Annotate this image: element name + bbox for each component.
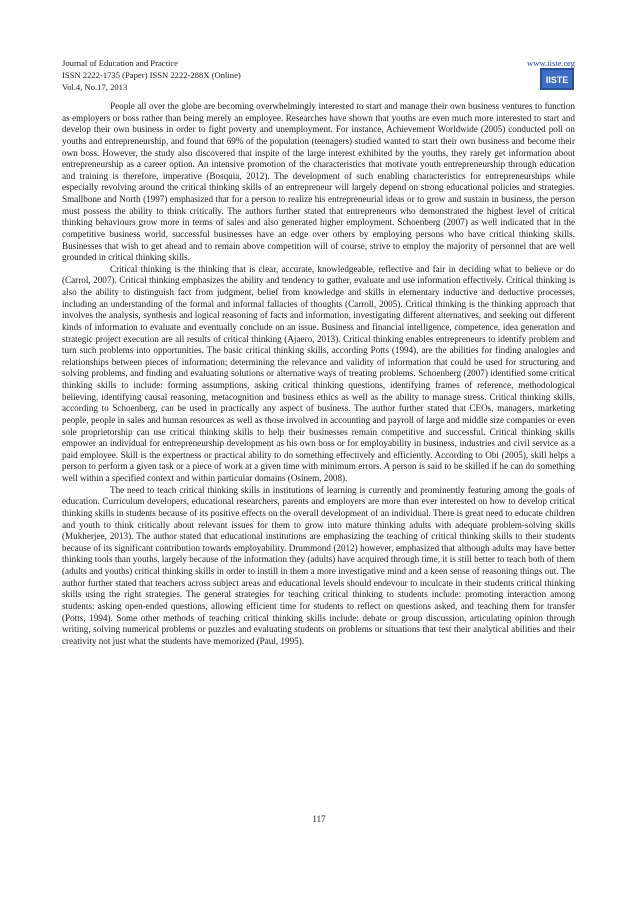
paragraph: The need to teach critical thinking skills in institutions of learning is currently and prominently featuring among the goals of education. Curriculum developers, educational researchers, parents and employers are more than ever interested on how to develop critical thinking skills in students because of its positive effects on the overall development of an individual. There is great need to educate children and youth to think critically about relevant issues for them to grow into mature thinking adults with adequate problem-solving skills (Mukherjee, 2013). The author stated that educational institutions are emphasizing the teaching of critical thinking skills to their students because of its significant contribution towards employability. Drummond (2012) however, emphasized that although adults may have better thinking tools than youths, largely because of the information they (adults) have acquired through time, it is still better to teach both of them (adults and youths) critical thinking skills in order to instill in them a more investigative mind and a keen sense of reasoning things out. The author further stated that teachers across subject areas and educational levels should endevour to inculcate in their students critical thinking skills using the right strategies. The general strategies for teaching critical thinking to students include: promoting interaction among students; asking open-ended questions, allowing efficient time for students to reflect on questions asked, and teaching them for transfer (Potts, 1994). Some other methods of teaching critical thinking skills include: debate or group discussion, articulating opinion through writing, solving numerical problems or puzzles and evaluating students on problems or situations that test their analytical abilities and their creativity not just what the students have memorized (Paul, 1995). <box>62 484 575 646</box>
running-header <box>62 57 575 93</box>
page-number: 117 <box>312 814 326 824</box>
journal-url-link[interactable]: www.iiste.org <box>527 58 575 68</box>
paragraph: People all over the globe are becoming overwhelmingly interested to start and manage their own business ventures to function as employers or boss rather than being merely an employee. Researches have shown that youths are even much more interested to start and develop their own business in order to fight poverty and unemployment. For instance, Achievement Worldwide (2005) conducted poll on youths and entrepreneurship, and found that 69% of the population (teenagers) studied wanted to start their own business and become their own boss. However, the study also discovered that inspite of the large interest exhibited by the youths, they rarely get information about entrepreneurship as a career option. An intensive promotion of the characteristics that motivate youth entrepreneurship through education and training is therefore, imperative (Bosquia, 2012). The development of such enabling characteristics for entrepreneurships while especially revolving around the critical thinking skills of an entrepreneur will largely depend on strong educational policies and strategies. Smallbone and North (1997) emphasized that for a person to realize his entrepreneurial ideas or to grow and sustain in business, the person must possess the ability to think critically. The authors further stated that entrepreneurs who demonstrated the highest level of critical thinking behaviours grow more in terms of sales and also generated higher employment. Schoenberg (2007) as well indicated that in the competitive business world, successful businesses have an edge over others by employing persons who have critical thinking skills. Businesses that wish to get ahead and to remain above competition will of course, strive to employ the majority of personnel that are well grounded in critical thinking skills. <box>62 101 575 263</box>
issn-line: ISSN 2222-1735 (Paper) ISSN 2222-288X (Online) <box>62 70 241 80</box>
svg-text:IISTE: IISTE <box>545 75 569 85</box>
journal-name: Journal of Education and Practice <box>62 58 178 68</box>
volume-line: Vol.4, No.17, 2013 <box>62 82 128 92</box>
article-body <box>62 101 575 647</box>
iiste-logo <box>540 68 574 90</box>
paragraph: Critical thinking is the thinking that is clear, accurate, knowledgeable, reflective and fair in deciding what to believe or do (Carrol, 2007). Critical thinking emphasizes the ability and tendency to gather, evaluate and use information effectively. Critical thinking is also the ability to distinguish fact from judgment, belief from knowledge and skills in elementary inductive and deductive processes, including an understanding of the formal and informal fallacies of thoughts (Carroll, 2005). Critical thinking is the thinking approach that involves the analysis, synthesis and logical reasoning of facts and information, investigating different alternatives, and seeking out different kinds of information to evaluate and eventually conclude on an issue. Business and financial intelligence, competence, idea generation and strategic project execution are all results of critical thinking (Ajaero, 2013). Critical thinking enables entrepreneurs to identify problem and turn such problems into opportunities. The basic critical thinking skills, according Potts (1994), are the abilities for finding analogies and relationships between pieces of information; determining the relevance and validity of information that could be used for structuring and solving problems, and finding and evaluating solutions or alternative ways of treating problems. Schoenberg (2007) identified some critical thinking skills to include: forming assumptions, asking critical thinking questions, identifying frames of reference, methodological believing, identifying causal reasoning, metacognition and business ethics as well as the ability to manage stress. Critical thinking skills, according to Schoenberg, can be used in practically any aspect of business. The author further stated that CEOs, managers, marketing people, people in sales and human resources as well as those involved in accounting and payroll of large and middle size companies or even sole proprietorship can use critical thinking skills to help their businesses remain competitive and successful. Critical thinking skills empower an individual for entrepreneurship development as his own boss or for employability in business, industries and civil service as a paid employee. Skill is the expertness or practical ability to do something effectively and efficiently. According to Obi (2005), skill helps a person to perform a given task or a piece of work at a given time with minimum errors. A person is said to be skilled if he can do something well within a specified context and within particular domains (Osinem, 2008). <box>62 263 575 483</box>
